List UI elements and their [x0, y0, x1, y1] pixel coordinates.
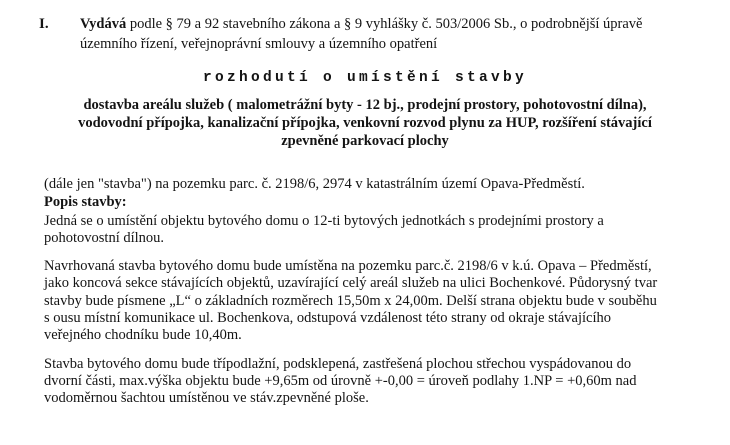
section-numeral: I. [39, 16, 49, 32]
paragraph-1-line-2: pohotovostní dílnou. [44, 230, 165, 246]
intro-line-1-rest: podle § 79 a 92 stavebního zákona a § 9 vyhlášky č. 503/2006 Sb., o podrobnější úpravě [126, 16, 643, 32]
paragraph-2-line-2: jako koncová sekce stávajících objektů, uzavírající celý areál služeb na ulici Bochenkové. Půdorysný tvar [44, 275, 658, 291]
paragraph-2-line-3: stavby bude písmene „L“ o základních rozměrech 15,50m x 24,00m. Delší strana objektu bude v souběhu [44, 293, 657, 309]
paragraph-2-line-4: s ousu místní komunikace ul. Bochenkova, odstupová vzdálenost této strany od okraje stávajícího [44, 310, 612, 326]
intro-verb: Vydává [80, 16, 127, 32]
paragraph-2-line-5: veřejného chodníku bude 10,40m. [44, 327, 242, 343]
paragraph-3-line-1: Stavba bytového domu bude třípodlažní, podsklepená, zastřešená plochou střechou vyspádovanou do [44, 356, 632, 372]
project-line-2: vodovodní přípojka, kanalizační přípojka, venkovní rozvod plynu za HUP, rozšíření stávající [78, 115, 652, 131]
decision-title: rozhodutí o umístění stavby [202, 70, 528, 86]
location-line: (dále jen "stavba") na pozemku parc. č. 2198/6, 2974 v katastrálním území Opava-Předměstí. [44, 176, 585, 192]
project-line-1: dostavba areálu služeb ( malometrážní byty - 12 bj., prodejní prostory, pohotovostní dílna), [83, 97, 647, 113]
intro-line-1 [80, 16, 642, 33]
project-line-3: zpevněné parkovací plochy [281, 133, 449, 149]
paragraph-3-line-2: dvorní části, max.výška objektu bude +9,65m od úrovně +-0,00 = úroveň podlahy 1.NP = +0,60m nad [44, 373, 637, 389]
description-heading: Popis stavby: [44, 194, 127, 210]
intro-line-2: územního řízení, veřejnoprávní smlouvy a územního opatření [80, 36, 438, 52]
paragraph-3-line-3: vodoměrnou šachtou umístěnou ve stáv.zpevněné ploše. [44, 390, 369, 406]
paragraph-2-line-1: Navrhovaná stavba bytového domu bude umístěna na pozemku parc.č. 2198/6 v k.ú. Opava – Předměstí, [44, 258, 652, 274]
paragraph-1-line-1: Jedná se o umístění objektu bytového domu o 12-ti bytových jednotkách s prodejními prostory a [44, 213, 604, 229]
